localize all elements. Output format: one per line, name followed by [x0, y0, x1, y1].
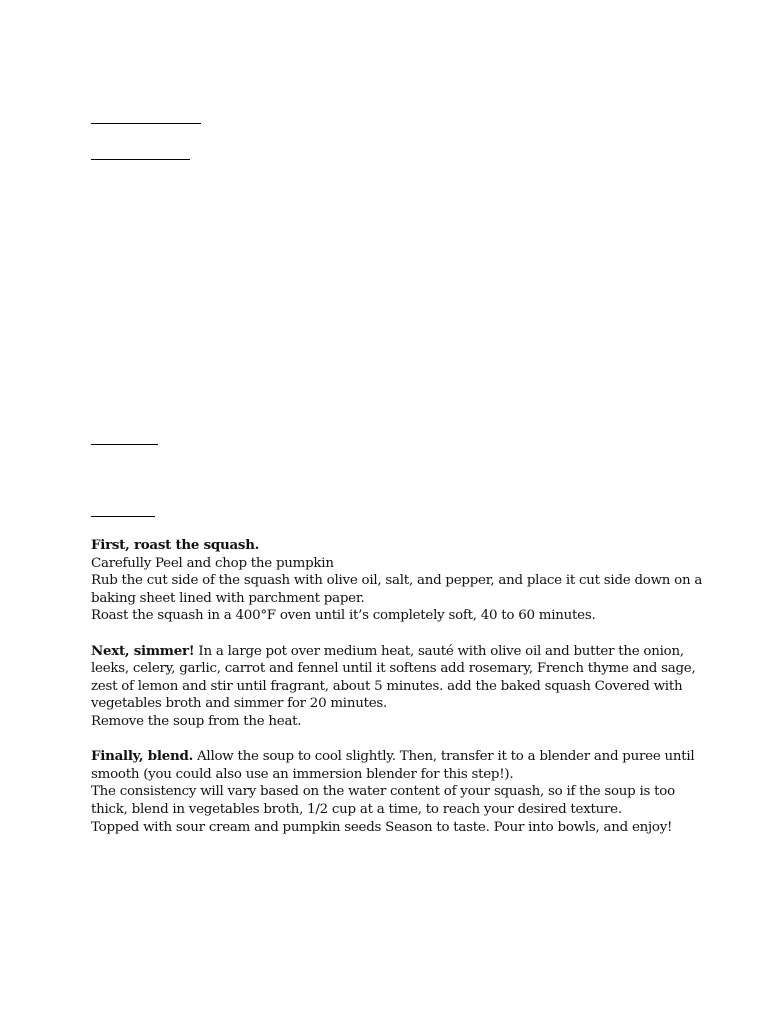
- section-lead-blend: Finally, blend.: [91, 748, 193, 765]
- recipe-instructions: [91, 537, 703, 836]
- simmer-line-4: vegetables broth and simmer for 20 minutes.: [91, 696, 388, 712]
- paragraph-gap: [91, 731, 681, 749]
- blank-line-3: [91, 444, 158, 445]
- roast-line-4: Roast the squash in a 400°F oven until it’s completely soft, 40 to 60 minutes.: [91, 608, 596, 624]
- blend-line-5: Topped with sour cream and pumpkin seeds Season to taste. Pour into bowls, and enjoy!: [91, 819, 673, 835]
- paragraph-gap: [91, 625, 681, 643]
- simmer-line-3: zest of lemon and stir until fragrant, about 5 minutes. add the baked squash Covered with: [91, 678, 683, 694]
- blank-line-2: [91, 159, 190, 160]
- blend-line-4: thick, blend in vegetables broth, 1/2 cup at a time, to reach your desired texture.: [91, 801, 622, 817]
- simmer-line-5: Remove the soup from the heat.: [91, 713, 302, 729]
- roast-line-3: baking sheet lined with parchment paper.: [91, 590, 365, 606]
- blank-line-4: [91, 516, 155, 517]
- simmer-line-1: [91, 642, 684, 661]
- blend-line-3: The consistency will vary based on the water content of your squash, so if the soup is too: [91, 784, 675, 800]
- roast-line-2: Rub the cut side of the squash with olive oil, salt, and pepper, and place it cut side down on a: [91, 573, 703, 589]
- simmer-line-2: leeks, celery, garlic, carrot and fennel until it softens add rosemary, French thyme and sage,: [91, 661, 696, 677]
- blend-line-1-text: Allow the soup to cool slightly. Then, transfer it to a blender and puree until: [192, 749, 695, 765]
- blend-line-2: smooth (you could also use an immersion blender for this step!).: [91, 766, 514, 782]
- blend-line-1: [91, 748, 695, 766]
- blank-line-1: [91, 123, 201, 124]
- simmer-line-1-text: In a large pot over medium heat, sauté with olive oil and butter the onion,: [194, 643, 684, 659]
- section-heading-roast: First, roast the squash.: [91, 537, 260, 553]
- section-lead-simmer: Next, simmer!: [91, 642, 195, 659]
- roast-line-1: Carefully Peel and chop the pumpkin: [91, 555, 334, 571]
